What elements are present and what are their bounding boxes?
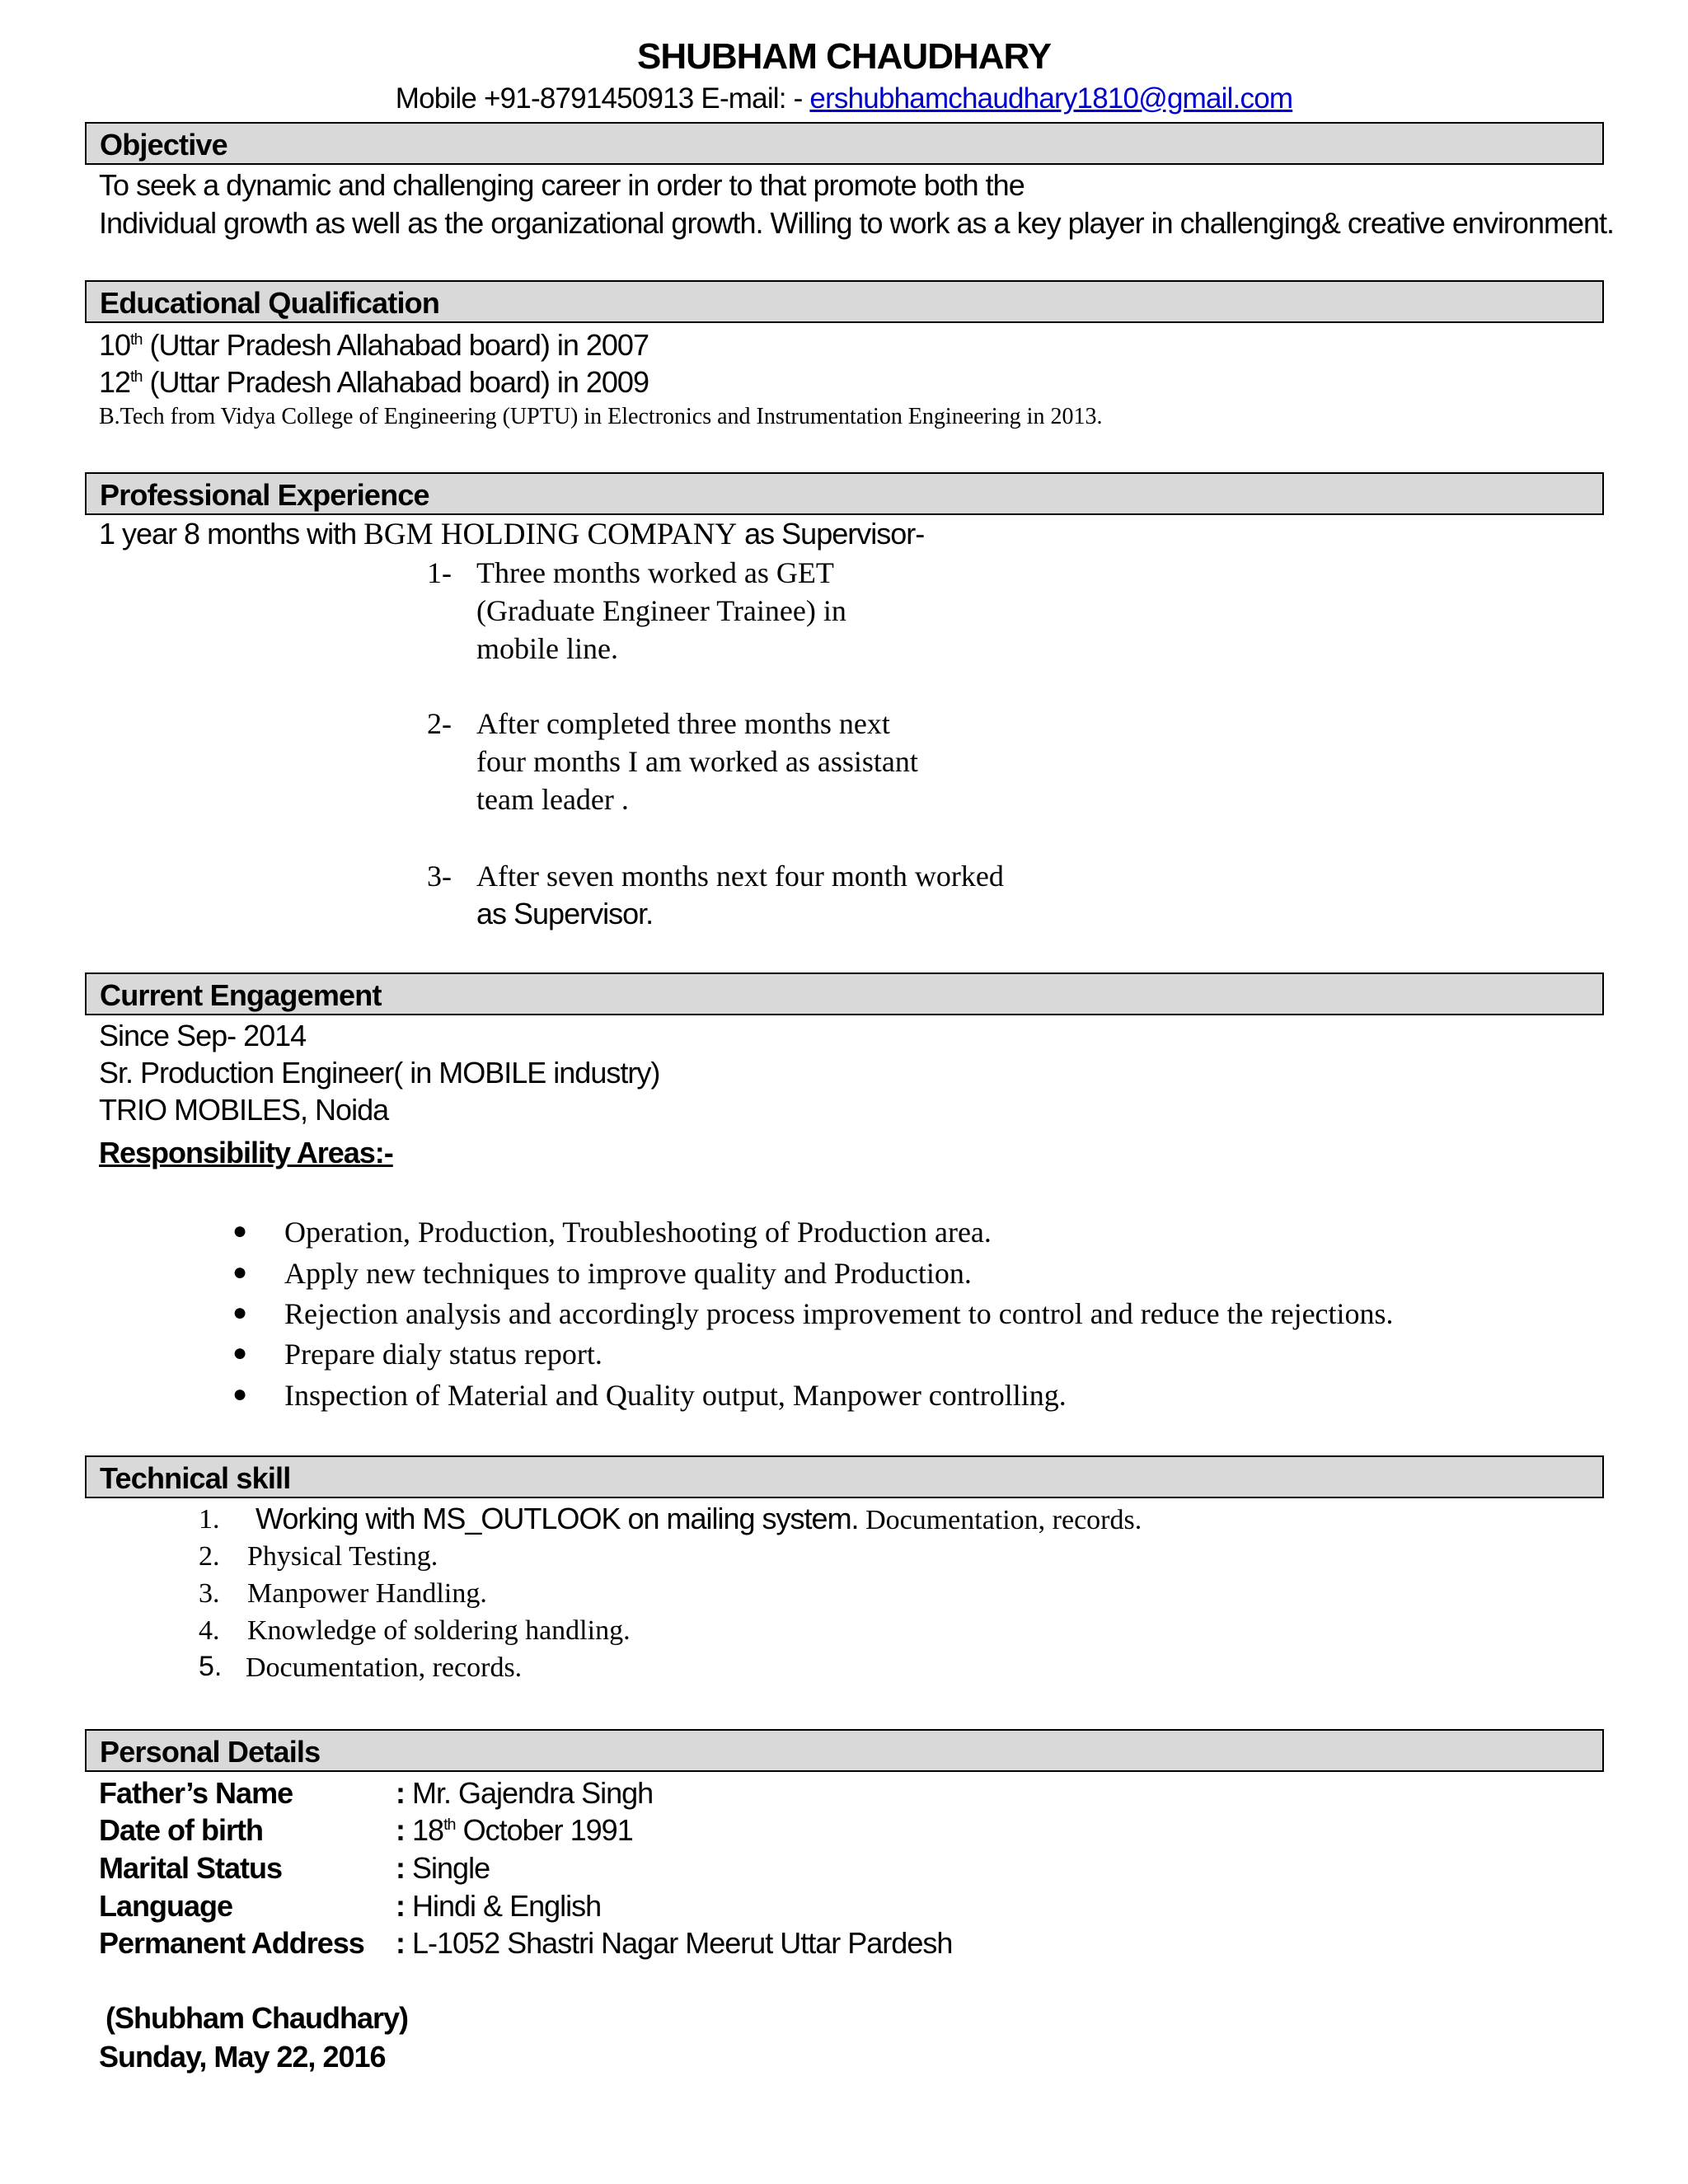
technical-item-text: Knowledge of soldering handling. bbox=[247, 1615, 631, 1646]
section-title: Professional Experience bbox=[100, 478, 429, 512]
personal-label-marital: Marital Status bbox=[99, 1851, 283, 1885]
personal-label-address: Permanent Address bbox=[99, 1926, 364, 1960]
experience-item-line: After seven months next four month worked bbox=[476, 860, 1004, 893]
technical-item-num: 2. bbox=[199, 1541, 220, 1572]
bullet-icon: ● bbox=[232, 1217, 248, 1244]
contact-line bbox=[0, 82, 1688, 115]
responsibility-item: Operation, Production, Troubleshooting of Production area. bbox=[284, 1216, 992, 1249]
responsibility-item: Inspection of Material and Quality output, Manpower controlling. bbox=[284, 1379, 1067, 1412]
bullet-icon: ● bbox=[232, 1380, 248, 1408]
experience-intro: 1 year 8 months with BGM HOLDING COMPANY as Supervisor- bbox=[99, 517, 925, 551]
technical-item-text: Manpower Handling. bbox=[247, 1578, 487, 1609]
technical-item-text: Documentation, records. bbox=[246, 1652, 523, 1683]
candidate-name: SHUBHAM CHAUDHARY bbox=[636, 36, 1052, 77]
bullet-icon: ● bbox=[232, 1299, 248, 1326]
responsibility-item: Apply new techniques to improve quality and Production. bbox=[284, 1257, 972, 1290]
responsibility-title: Responsibility Areas:- bbox=[99, 1136, 393, 1169]
personal-label-dob: Date of birth bbox=[99, 1813, 263, 1847]
technical-item-num: 4. bbox=[199, 1615, 220, 1646]
personal-label-father: Father’s Name bbox=[99, 1776, 293, 1810]
personal-value-dob: : 18th October 1991 bbox=[396, 1813, 633, 1847]
objective-line-2: Individual growth as well as the organizational growth. Willing to work as a key player in challenging& creative environment. bbox=[99, 206, 1615, 240]
experience-item-line: Three months worked as GET bbox=[476, 556, 834, 589]
personal-value-father: : Mr. Gajendra Singh bbox=[396, 1776, 654, 1810]
bullet-icon: ● bbox=[232, 1258, 248, 1286]
section-header-objective bbox=[85, 122, 1604, 165]
experience-item-num: 1- bbox=[427, 556, 452, 589]
technical-item-num: 3. bbox=[199, 1578, 220, 1609]
responsibility-item: Prepare dialy status report. bbox=[284, 1338, 603, 1371]
bullet-icon: ● bbox=[232, 1339, 248, 1366]
experience-item-num: 3- bbox=[427, 860, 452, 893]
current-role: Sr. Production Engineer( in MOBILE industry) bbox=[99, 1056, 660, 1090]
signature-name: (Shubham Chaudhary) bbox=[106, 2001, 409, 2035]
section-title: Technical skill bbox=[100, 1461, 291, 1495]
responsibility-item: Rejection analysis and accordingly process improvement to control and reduce the rejections. bbox=[284, 1297, 1394, 1330]
experience-item-line: mobile line. bbox=[476, 632, 618, 665]
personal-value-address: : L-1052 Shastri Nagar Meerut Uttar Pardesh bbox=[396, 1926, 953, 1960]
personal-value-language: : Hindi & English bbox=[396, 1889, 602, 1923]
experience-item-line: (Graduate Engineer Trainee) in bbox=[476, 594, 846, 627]
experience-item-line: team leader . bbox=[476, 783, 629, 816]
email-link[interactable]: ershubhamchaudhary1810@gmail.com bbox=[809, 82, 1293, 115]
section-title: Objective bbox=[100, 128, 227, 162]
experience-item-line: four months I am worked as assistant bbox=[476, 745, 918, 778]
technical-item-text: Working with MS_OUTLOOK on mailing system. Documentation, records. bbox=[256, 1502, 1142, 1535]
section-title: Current Engagement bbox=[100, 978, 382, 1012]
section-title: Personal Details bbox=[100, 1735, 321, 1769]
education-12th: 12th (Uttar Pradesh Allahabad board) in 2009 bbox=[99, 365, 649, 399]
personal-label-language: Language bbox=[99, 1889, 233, 1923]
technical-item-text: Physical Testing. bbox=[247, 1541, 438, 1572]
signature-date: Sunday, May 22, 2016 bbox=[99, 2040, 386, 2074]
experience-item-num: 2- bbox=[427, 707, 452, 740]
section-header-experience bbox=[85, 472, 1604, 515]
section-header-personal bbox=[85, 1729, 1604, 1772]
experience-item-line: as Supervisor. bbox=[476, 897, 654, 930]
section-header-current bbox=[85, 972, 1604, 1015]
section-header-technical bbox=[85, 1455, 1604, 1498]
education-btech: B.Tech from Vidya College of Engineering (UPTU) in Electronics and Instrumentation Engineering in 2013. bbox=[99, 404, 1103, 429]
experience-item-line: After completed three months next bbox=[476, 707, 890, 740]
technical-item-num: 1. bbox=[199, 1504, 220, 1535]
section-title: Educational Qualification bbox=[100, 286, 440, 320]
contact-prefix: Mobile +91-8791450913 E-mail: - bbox=[395, 82, 810, 115]
current-company: TRIO MOBILES, Noida bbox=[99, 1093, 389, 1127]
technical-item-num: 5. bbox=[199, 1651, 223, 1682]
education-10th: 10th (Uttar Pradesh Allahabad board) in 2007 bbox=[99, 328, 649, 362]
current-since: Since Sep- 2014 bbox=[99, 1019, 307, 1052]
objective-line-1: To seek a dynamic and challenging career in order to that promote both the bbox=[99, 168, 1025, 202]
section-header-education bbox=[85, 280, 1604, 323]
personal-value-marital: : Single bbox=[396, 1851, 490, 1885]
